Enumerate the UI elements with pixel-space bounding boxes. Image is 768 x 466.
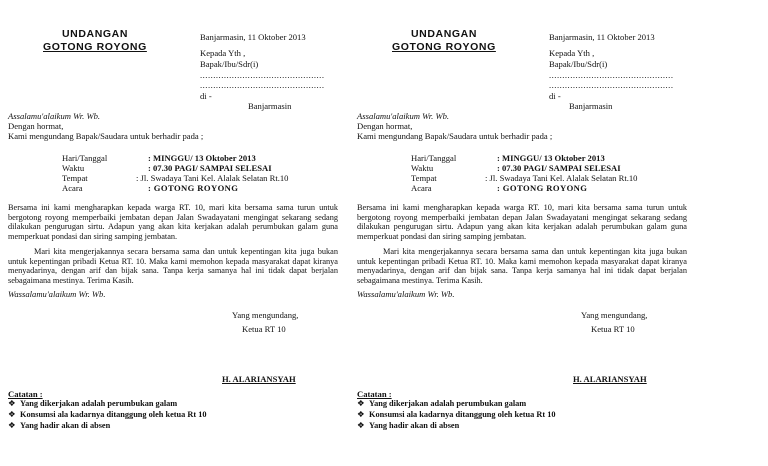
recipient-dots2: ............................................... [549, 80, 674, 90]
detail-label: Waktu [411, 163, 434, 173]
detail-value: : MINGGU/ 13 Oktober 2013 [497, 153, 605, 163]
closing: Wassalamu'alaikum Wr. Wb. [8, 289, 106, 299]
title-line1: UNDANGAN [62, 28, 129, 40]
title-line2: GOTONG ROYONG [43, 41, 147, 53]
notes-title: Catatan : [8, 389, 43, 399]
diamond-bullet-icon: ❖ [357, 399, 365, 408]
detail-value: : Jl. Swadaya Tani Kel. Alalak Selatan Rt.10 [136, 173, 289, 183]
sign-line2: Ketua RT 10 [242, 324, 286, 334]
title-line1: UNDANGAN [411, 28, 478, 40]
detail-value: : 07.30 PAGI/ SAMPAI SELESAI [148, 163, 272, 173]
greeting: Assalamu'alaikum Wr. Wb. [8, 111, 101, 121]
place-date: Banjarmasin, 11 Oktober 2013 [200, 32, 306, 42]
detail-value: : GOTONG ROYONG [497, 183, 588, 193]
detail-label: Tempat [62, 173, 88, 183]
detail-label: Hari/Tanggal [62, 153, 108, 163]
diamond-bullet-icon: ❖ [8, 399, 16, 408]
invite-line: Kami mengundang Bapak/Saudara untuk berhadir pada ; [8, 131, 204, 141]
detail-value: : 07.30 PAGI/ SAMPAI SELESAI [497, 163, 621, 173]
recipient-line2: Bapak/Ibu/Sdr(i) [549, 59, 608, 69]
note-item [357, 399, 526, 409]
sign-line2: Ketua RT 10 [591, 324, 635, 334]
di-label: di - [200, 91, 212, 101]
recipient-dots1: ............................................... [200, 70, 325, 80]
detail-label: Hari/Tanggal [411, 153, 457, 163]
city: Banjarmasin [248, 101, 292, 111]
paragraph2: Mari kita mengerjakannya secara bersama sama dan untuk kepentingan kita juga bukan untuk kepentingan pribadi Ketua RT. 10. Maka kami memohon kepada masyarakat dapat kiranya menyadarinya, dengan arif dan bijak sana. Tanpa kerja samanya hal ini tidak dapat berjalan sebagaimana mestinya. Terima Kasih. [357, 247, 687, 285]
greeting: Assalamu'alaikum Wr. Wb. [357, 111, 450, 121]
note-text: Yang hadir akan di absen [20, 421, 111, 430]
detail-label: Acara [62, 183, 83, 193]
sign-line1: Yang mengundang, [232, 310, 299, 320]
recipient-line1: Kepada Yth , [200, 48, 246, 58]
detail-label: Waktu [62, 163, 85, 173]
signer-name: H. ALARIANSYAH [222, 374, 296, 384]
note-text: Konsumsi ala kadarnya ditanggung oleh ketua Rt 10 [369, 410, 556, 419]
diamond-bullet-icon: ❖ [8, 421, 16, 430]
recipient-line1: Kepada Yth , [549, 48, 595, 58]
detail-value: : Jl. Swadaya Tani Kel. Alalak Selatan Rt.10 [485, 173, 638, 183]
recipient-dots1: ............................................... [549, 70, 674, 80]
diamond-bullet-icon: ❖ [8, 410, 16, 419]
note-text: Konsumsi ala kadarnya ditanggung oleh ketua Rt 10 [20, 410, 207, 419]
recipient-dots2: ............................................... [200, 80, 325, 90]
signer-name: H. ALARIANSYAH [573, 374, 647, 384]
diamond-bullet-icon: ❖ [357, 421, 365, 430]
diamond-bullet-icon: ❖ [357, 410, 365, 419]
detail-value: : MINGGU/ 13 Oktober 2013 [148, 153, 256, 163]
invitation-letter-right [355, 0, 725, 466]
note-text: Yang dikerjakan adalah perumbukan galam [369, 399, 527, 408]
detail-label: Tempat [411, 173, 437, 183]
place-date: Banjarmasin, 11 Oktober 2013 [549, 32, 655, 42]
sign-line1: Yang mengundang, [581, 310, 648, 320]
note-text: Yang hadir akan di absen [369, 421, 460, 430]
note-text: Yang dikerjakan adalah perumbukan galam [20, 399, 178, 408]
closing: Wassalamu'alaikum Wr. Wb. [357, 289, 455, 299]
respect-line: Dengan hormat, [357, 121, 413, 131]
di-label: di - [549, 91, 561, 101]
paragraph1: Bersama ini kami mengharapkan kepada warga RT. 10, mari kita bersama sama turun untuk bergotong royong memperbaiki jembatan depan Jalan Swadayatani mengingat sekarang sedang dilakukan pengurugan sirtu. Adapun yang akan kita kerjakan adalah perumbukan galam guna memperkuat pondasi dan siring samping jembatan. [8, 203, 338, 241]
note-item [8, 421, 110, 431]
note-item [357, 410, 556, 420]
paragraph2: Mari kita mengerjakannya secara bersama sama dan untuk kepentingan kita juga bukan untuk kepentingan pribadi Ketua RT. 10. Maka kami memohon kepada masyarakat dapat kiranya menyadarinya, dengan arif dan bijak sana. Tanpa kerja samanya hal ini tidak dapat berjalan sebagaimana mestinya. Terima Kasih. [8, 247, 338, 285]
paragraph1: Bersama ini kami mengharapkan kepada warga RT. 10, mari kita bersama sama turun untuk bergotong royong memperbaiki jembatan depan Jalan Swadayatani mengingat sekarang sedang dilakukan pengurugan sirtu. Adapun yang akan kita kerjakan adalah perumbukan galam guna memperkuat pondasi dan siring samping jembatan. [357, 203, 687, 241]
respect-line: Dengan hormat, [8, 121, 64, 131]
city: Banjarmasin [569, 101, 613, 111]
notes-title: Catatan : [357, 389, 392, 399]
note-item [357, 421, 459, 431]
title-line2: GOTONG ROYONG [392, 41, 496, 53]
detail-value: : GOTONG ROYONG [148, 183, 239, 193]
recipient-line2: Bapak/Ibu/Sdr(i) [200, 59, 259, 69]
note-item [8, 399, 177, 409]
invite-line: Kami mengundang Bapak/Saudara untuk berhadir pada ; [357, 131, 553, 141]
detail-label: Acara [411, 183, 432, 193]
invitation-letter-left [6, 0, 376, 466]
note-item [8, 410, 207, 420]
